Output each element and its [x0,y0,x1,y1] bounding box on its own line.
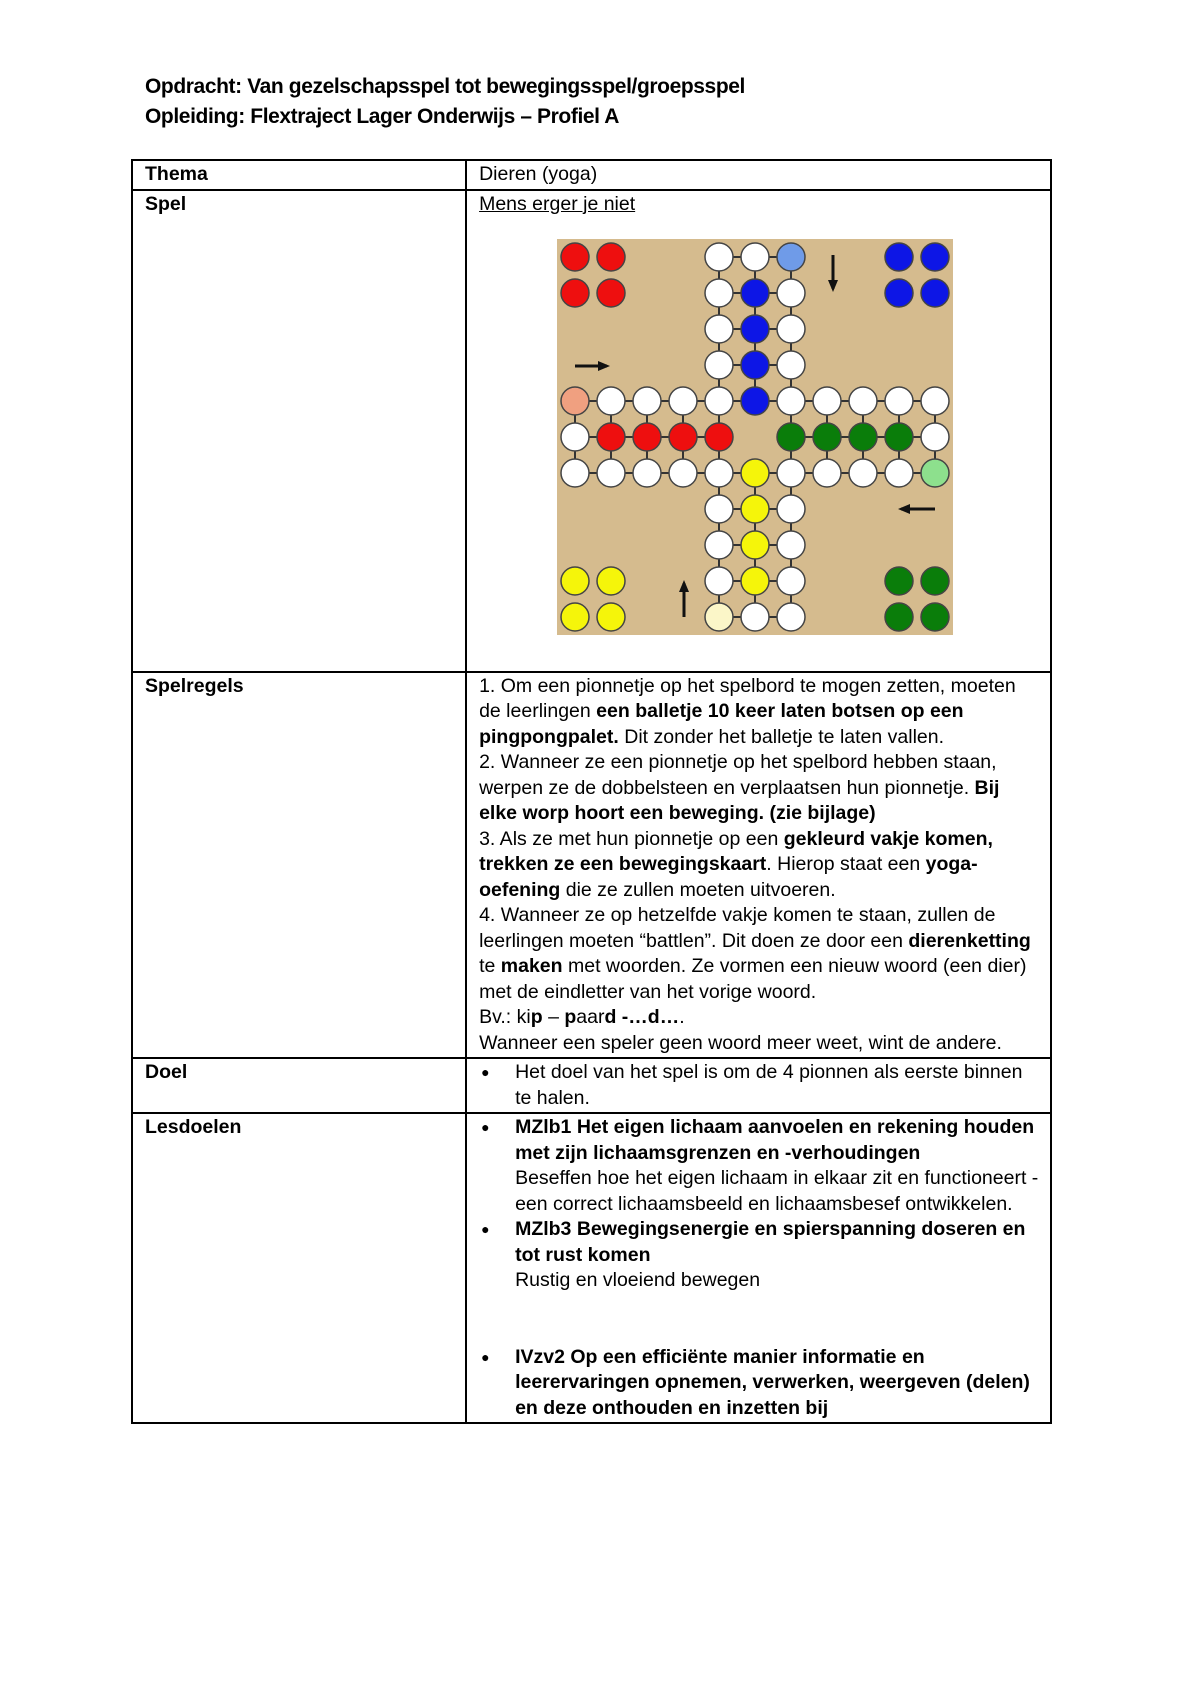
board-field [921,387,949,415]
board-field [741,459,769,487]
game-name: Mens erger je niet [479,192,636,215]
board-field [777,531,805,559]
board-field [669,387,697,415]
rule-4: 4. Wanneer ze op hetzelfde vakje komen te staan, zullen de leerlingen moeten “battlen”. Dit doen ze door een dierenketting te maken met woorden. Ze vormen een nieuw woord (een dier) met de eindletter van het vorige woord. [479,904,1031,1003]
board-field [885,459,913,487]
rule-1: 1. Om een pionnetje op het spelbord te mogen zetten, moeten de leerlingen een balletje 10 keer laten botsen op een pingpongpalet. Dit zonder het balletje te laten vallen. [479,674,1016,748]
board-field [813,459,841,487]
board-field [849,387,877,415]
assignment-value: Van gezelschapsspel tot bewegingsspel/groepsspel [247,75,745,98]
board-field [741,315,769,343]
board-field [777,387,805,415]
board-field [777,315,805,343]
home-field [597,279,625,307]
board-field [705,351,733,379]
board-field [705,315,733,343]
home-field [885,567,913,595]
board-field [849,423,877,451]
rule-2: 2. Wanneer ze een pionnetje op het spelbord hebben staan, werpen ze de dobbelsteen en verplaatsen hun pionnetje. Bij elke worp hoort een beweging. (zie bijlage) [479,751,1000,824]
home-field [597,603,625,631]
lesson-goal-item [515,1345,1040,1422]
board-field [885,387,913,415]
lesson-goal-text: Rustig en vloeiend bewegen [515,1269,761,1291]
board-field [597,459,625,487]
theme-label: Thema [132,160,466,190]
home-field [597,243,625,271]
lesson-goals-label: Lesdoelen [132,1113,466,1423]
rule-example: Bv.: kip – paard -…d…. [479,1006,685,1028]
row-lesson-goals [132,1113,1051,1423]
board-field [741,351,769,379]
board-field [705,459,733,487]
home-field [885,603,913,631]
board-field [777,243,805,271]
board-field [561,423,589,451]
board-field [921,423,949,451]
rule-3: 3. Als ze met hun pionnetje op een gekleurd vakje komen, trekken ze een bewegingskaart. Hierop staat een yoga-oefening die ze zullen moeten uitvoeren. [479,827,993,901]
lesson-goal-title: IVzv2 Op een efficiënte manier informatie en leerervaringen opnemen, verwerken, weergeven (delen) en deze onthouden en inzetten bij [515,1345,1030,1419]
board-field [741,243,769,271]
board-field [741,495,769,523]
theme-value: Dieren (yoga) [466,160,1051,190]
home-field [921,603,949,631]
board-field [633,423,661,451]
board-field [777,351,805,379]
board-field [705,531,733,559]
rules-cell [466,672,1051,1059]
board-field [669,459,697,487]
board-field [777,495,805,523]
board-field [705,567,733,595]
row-game [132,190,1051,672]
row-rules [132,672,1051,1059]
lesson-goal-item [515,1115,1040,1217]
home-field [885,243,913,271]
lesson-table [131,159,1052,1424]
game-cell [466,190,1051,672]
lesson-goal-item [515,1217,1040,1345]
goal-list [479,1060,1040,1111]
assignment-line [145,72,745,102]
rule-end: Wanneer een speler geen woord meer weet, wint de andere. [479,1031,1002,1054]
program-value: Flextraject Lager Onderwijs – Profiel A [250,105,620,128]
row-goal [132,1058,1051,1113]
board-field [705,495,733,523]
row-theme [132,160,1051,190]
board-field [561,387,589,415]
board-field [777,459,805,487]
board-field [561,459,589,487]
home-field [885,279,913,307]
board-field [777,279,805,307]
board-field [813,423,841,451]
program-line [145,102,745,132]
rules-label: Spelregels [132,672,466,1059]
lesson-goals-cell [466,1113,1051,1423]
board-field [921,459,949,487]
program-label: Opleiding: [145,105,245,128]
board-field [705,279,733,307]
home-field [561,279,589,307]
board-field [597,423,625,451]
goal-item: ● Het doel van het spel is om de 4 pionnen als eerste binnen te halen. [515,1060,1040,1111]
board-field [741,279,769,307]
board-field [705,243,733,271]
home-field [561,603,589,631]
goal-label: Doel [132,1058,466,1113]
board-field [633,459,661,487]
page-header [145,72,745,132]
goal-cell [466,1058,1051,1113]
board-field [741,603,769,631]
home-field [921,567,949,595]
board-field [669,423,697,451]
board-field [813,387,841,415]
board-field [777,423,805,451]
board-field [705,387,733,415]
board-field [597,387,625,415]
board-field [849,459,877,487]
home-field [921,243,949,271]
board-wrap [479,217,1040,655]
board-field [741,387,769,415]
home-field [597,567,625,595]
lesson-goal-title: MZlb3 Bewegingsenergie en spierspanning doseren en tot rust komen [515,1218,1026,1266]
home-field [921,279,949,307]
board-field [777,603,805,631]
board-field [741,531,769,559]
lesson-goals-list [479,1115,1040,1421]
game-board-image [557,239,953,635]
board-field [633,387,661,415]
board-field [885,423,913,451]
board-field [705,603,733,631]
home-field [561,243,589,271]
board-field [777,567,805,595]
lesson-goal-title: MZlb1 Het eigen lichaam aanvoelen en rekening houden met zijn lichaamsgrenzen en -verhoudingen [515,1116,1035,1164]
game-label: Spel [132,190,466,672]
home-field [561,567,589,595]
lesson-goal-text: Beseffen hoe het eigen lichaam in elkaar zit en functioneert - een correct lichaamsbeeld en lichaamsbesef ontwikkelen. [515,1167,1039,1215]
board-field [705,423,733,451]
board-field [741,567,769,595]
assignment-label: Opdracht: [145,75,242,98]
